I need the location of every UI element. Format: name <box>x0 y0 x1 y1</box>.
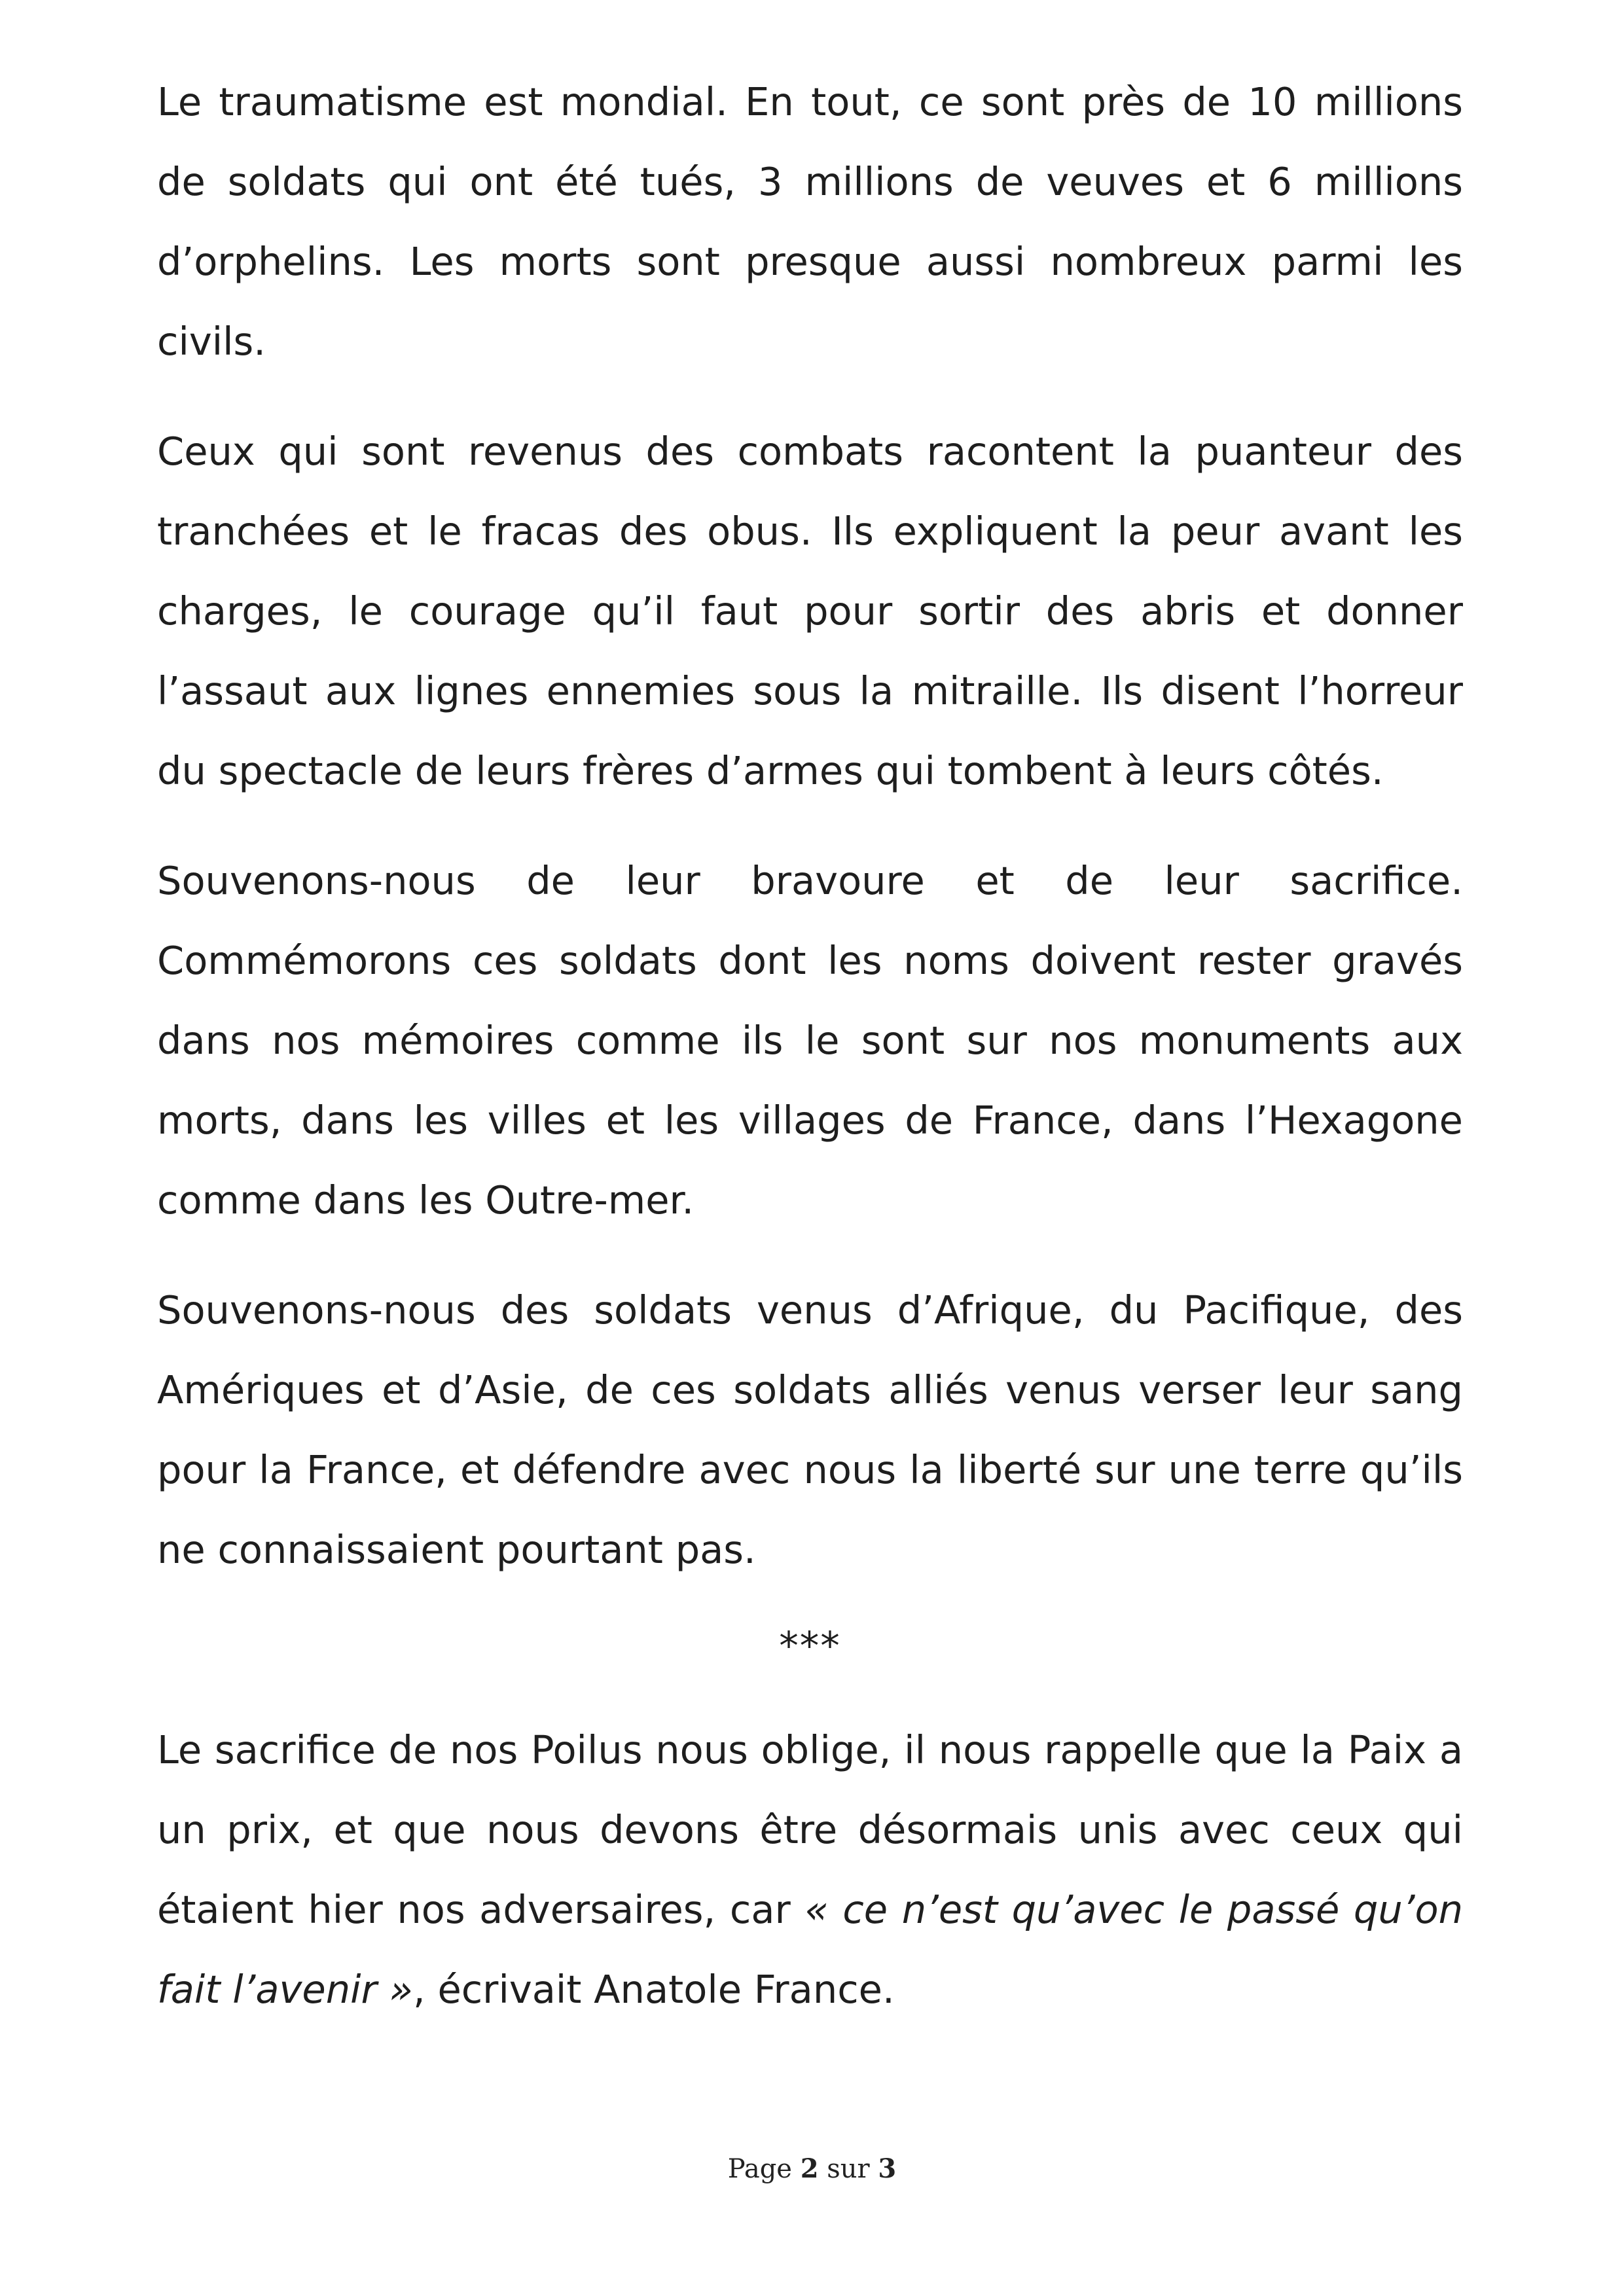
closing-text-before-quote: Le sacrifice de nos Poilus nous oblige, il nous rappelle que la Paix a un prix, et que nous devons être désormais unis avec ceux qui étaient hier nos adversaires, car <box>157 1727 1463 1932</box>
document-body <box>157 62 1463 2060</box>
closing-text-after-quote: , écrivait Anatole France. <box>412 1967 895 2012</box>
current-page-number: 2 <box>800 2153 819 2184</box>
total-pages-number: 3 <box>878 2153 897 2184</box>
page-of-label: sur <box>827 2154 870 2184</box>
paragraph-souvenons-bravoure: Souvenons-nous de leur bravoure et de leur sacrifice. Commémorons ces soldats dont les noms doivent rester gravés dans nos mémoires comme ils le sont sur nos monuments aux morts, dans les villes et les villages de France, dans l’Hexagone comme dans les Outre-mer. <box>157 858 1463 1223</box>
paragraph-combats: Ceux qui sont revenus des combats racontent la puanteur des tranchées et le fracas des obus. Ils expliquent la peur avant les charges, le courage qu’il faut pour sortir des abris et donner l’assaut aux lignes ennemies sous la mitraille. Ils disent l’horreur du spectacle de leurs frères d’armes qui tombent à leurs côtés. <box>157 429 1463 793</box>
section-separator: *** <box>779 1623 841 1668</box>
anatole-france-quote: « ce n’est qu’avec le passé qu’on fait l’avenir » <box>157 1887 1463 2012</box>
paragraph-souvenons-soldats: Souvenons-nous des soldats venus d’Afrique, du Pacifique, des Amériques et d’Asie, de ces soldats alliés venus verser leur sang pour la France, et défendre avec nous la liberté sur une terre qu’ils ne connaissaient pourtant pas. <box>157 1287 1463 1572</box>
paragraph-closing <box>157 1710 1463 2030</box>
paragraph-traumatisme: Le traumatisme est mondial. En tout, ce sont près de 10 millions de soldats qui ont été tués, 3 millions de veuves et 6 millions d’orphelins. Les morts sont presque aussi nombreux parmi les civils. <box>157 79 1463 364</box>
page-label: Page <box>727 2154 792 2184</box>
page-footer <box>0 2153 1624 2184</box>
